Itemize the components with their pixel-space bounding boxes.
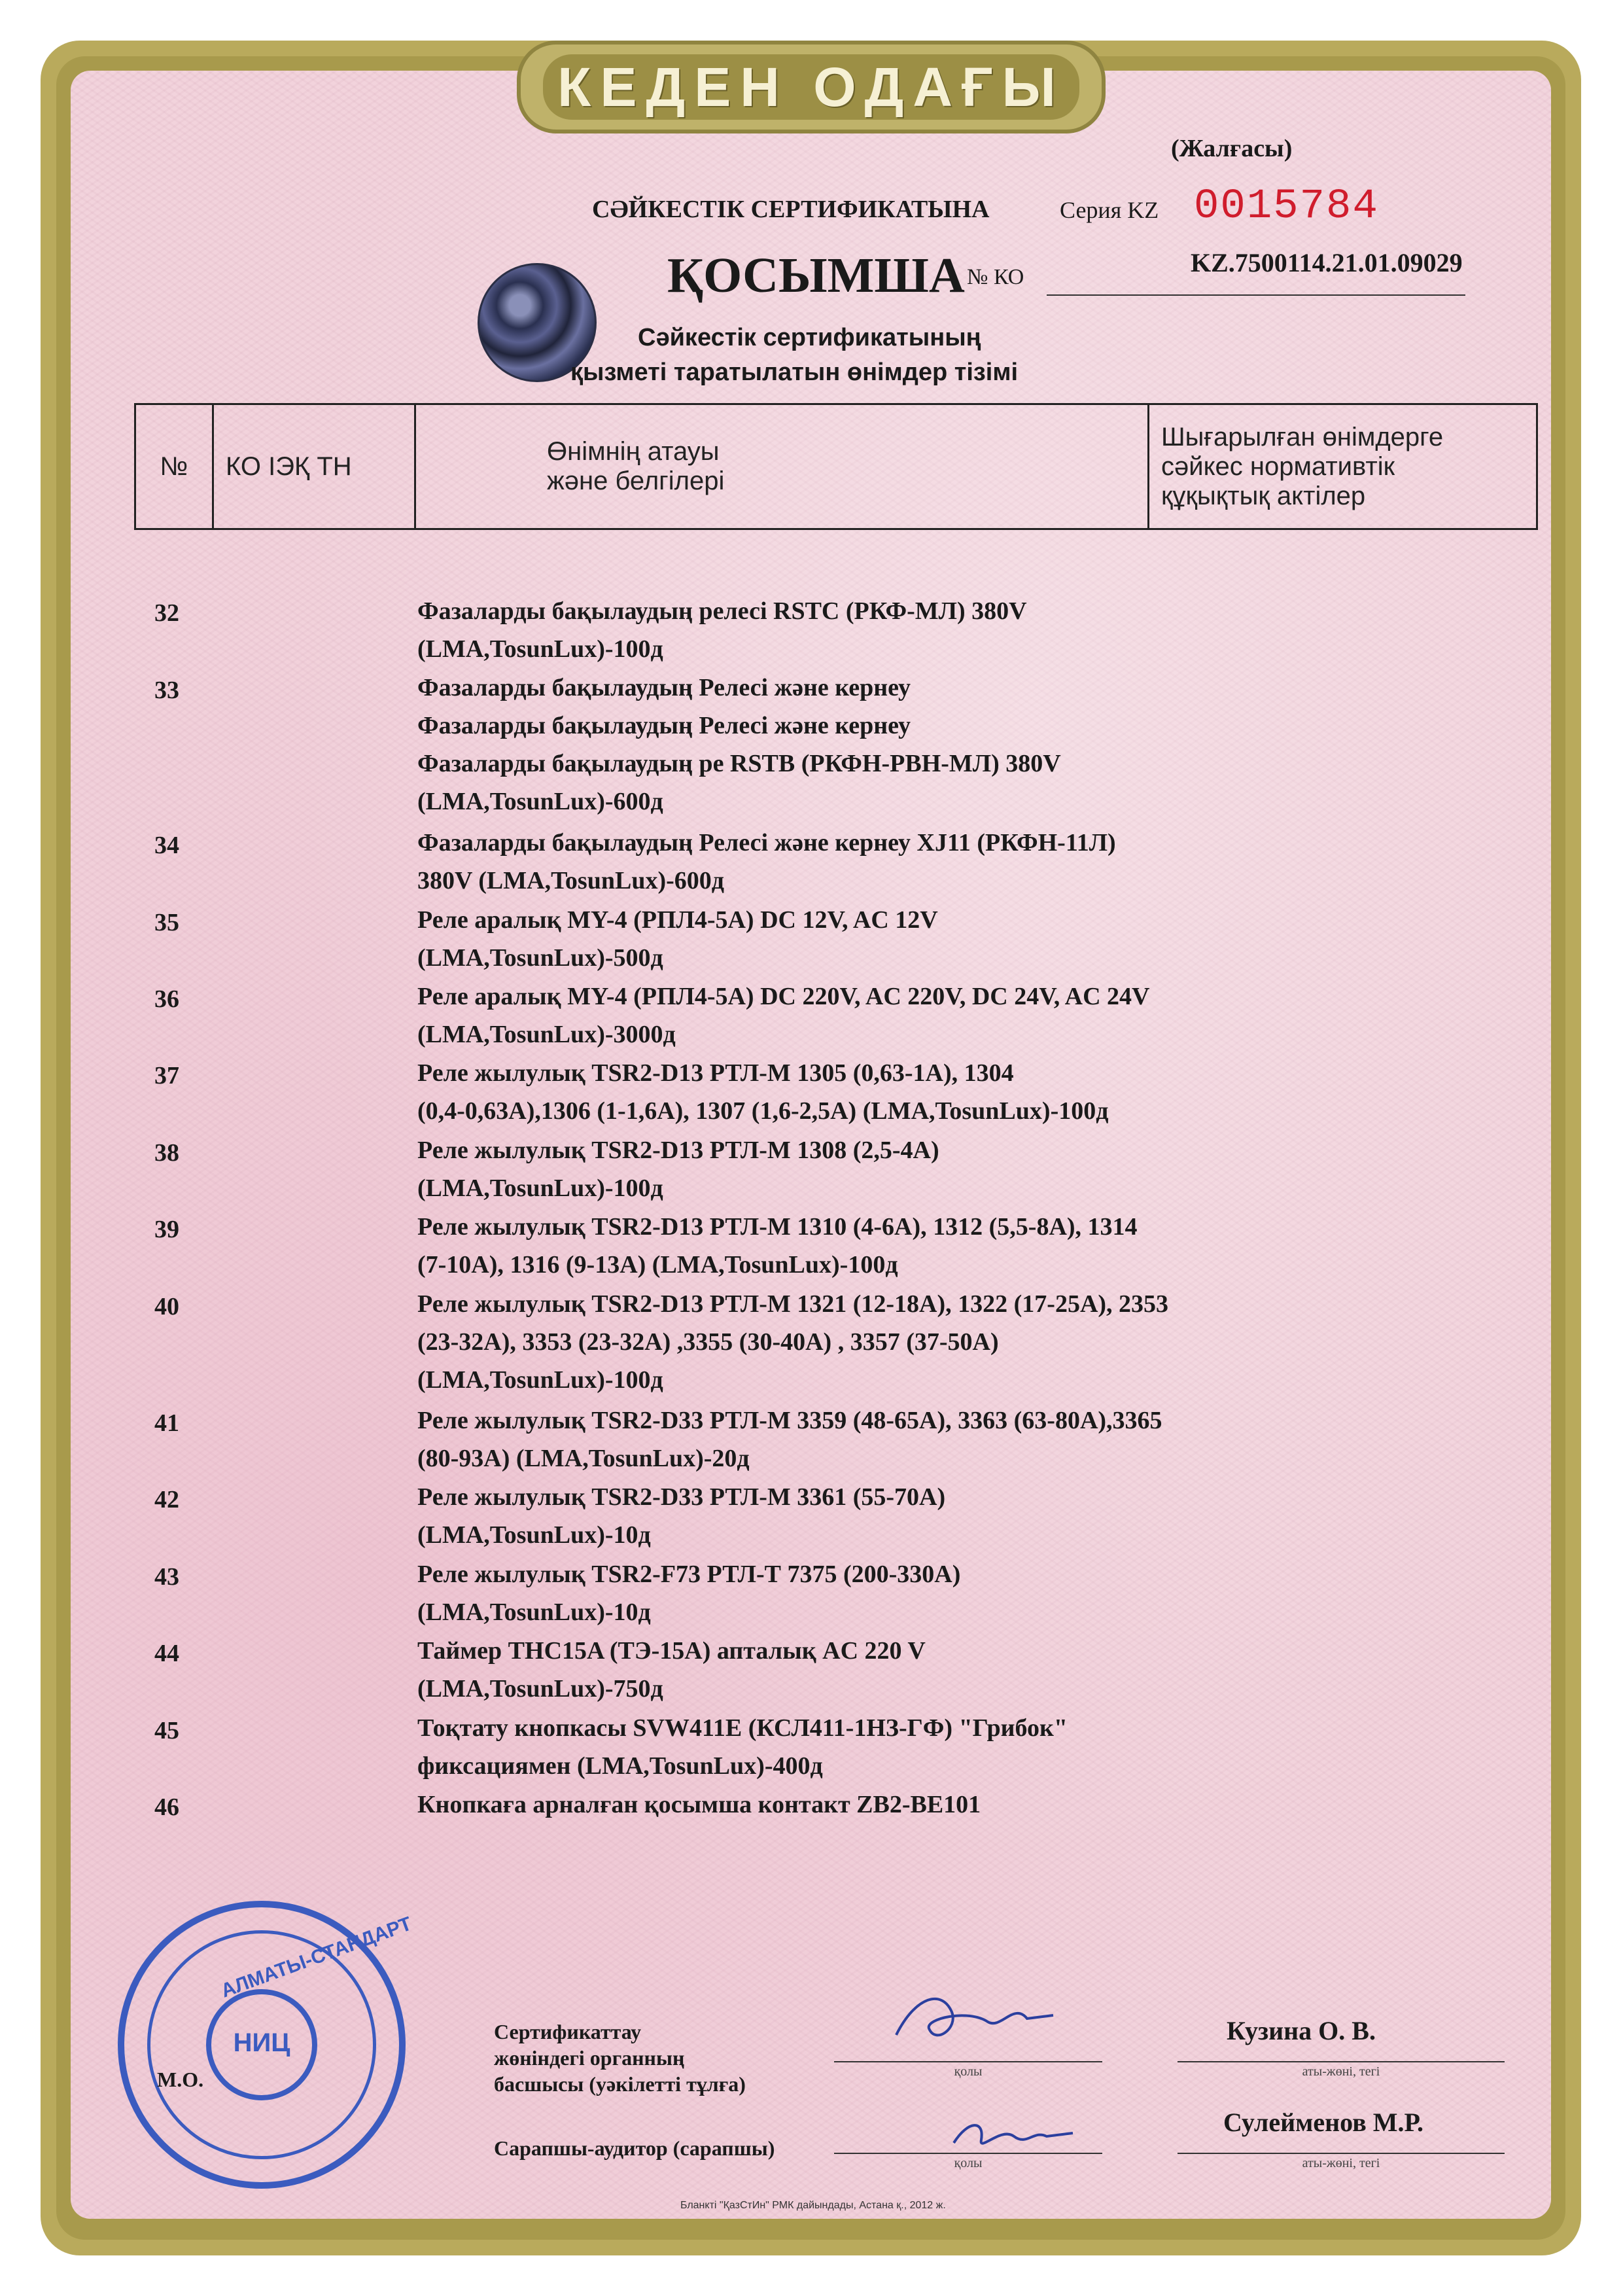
item-text: Таймер THC15A (ТЭ-15А) апталық AC 220 V (LMA,TosunLux)-750д bbox=[417, 1637, 926, 1703]
item-number: 37 bbox=[154, 1062, 179, 1089]
item-text: Реле аралық MY-4 (РПЛ4-5А) DC 220V, AC 220V, DC 24V, AC 24V (LMA,TosunLux)-3000д bbox=[417, 983, 1150, 1048]
item-number: 33 bbox=[154, 677, 179, 704]
item-number: 40 bbox=[154, 1293, 179, 1320]
item-text: Реле жылулық TSR2-D13 РТЛ-М 1308 (2,5-4А) (LMA,TosunLux)-100д bbox=[417, 1137, 939, 1202]
series-label: Серия KZ bbox=[1060, 197, 1159, 223]
item-number: 39 bbox=[154, 1216, 179, 1243]
subtitle-line-2: қызметі таратылатын өнімдер тізімі bbox=[570, 359, 1019, 386]
certificate-label: СӘЙКЕСТІК СЕРТИФИКАТЫНА bbox=[592, 196, 990, 223]
head-name: Кузина О. В. bbox=[1227, 2016, 1376, 2045]
col-name-line-2: және белгілері bbox=[547, 467, 725, 495]
item-number: 41 bbox=[154, 1409, 179, 1437]
item-text: Реле аралық MY-4 (РПЛ4-5А) DC 12V, AC 12V (LMA,TosunLux)-500д bbox=[417, 906, 938, 972]
head-signature-line bbox=[834, 2061, 1102, 2062]
item-text: Фазаларды бақылаудың Релесі және кернеу XJ11 (РКФН-11Л) 380V (LMA,TosunLux)-600д bbox=[417, 829, 1116, 894]
customs-union-banner bbox=[517, 41, 1106, 133]
head-label: Сертификаттау жөніндегі органның басшысы (уәкілетті тұлға) bbox=[494, 2020, 746, 2096]
continued-label: (Жалғасы) bbox=[1171, 135, 1293, 162]
printer-note: Бланкті "ҚазСтИн" РМК дайындады, Астана қ., 2012 ж. bbox=[680, 2200, 946, 2211]
item-text: Кнопкаға арналған қосымша контакт ZB2-BE101 bbox=[417, 1791, 981, 1818]
head-name-caption: аты-жөні, тегі bbox=[1302, 2064, 1380, 2079]
number-prefix: № КО bbox=[967, 265, 1024, 289]
item-number: 34 bbox=[154, 832, 179, 859]
head-signature-icon bbox=[890, 1983, 1060, 2055]
item-text: Реле жылулық TSR2-D13 РТЛ-М 1321 (12-18А), 1322 (17-25А), 2353 (23-32А), 3353 (23-32А) ,3355 (30-40А) , 3357 (37-50А) (LMA,TosunLux)-100д bbox=[417, 1290, 1169, 1394]
col-name bbox=[415, 404, 1149, 529]
item-text: Реле жылулық TSR2-F73 РТЛ-Т 7375 (200-330А) (LMA,TosunLux)-10д bbox=[417, 1561, 961, 1626]
auditor-name-caption: аты-жөні, тегі bbox=[1302, 2156, 1380, 2170]
item-number: 43 bbox=[154, 1563, 179, 1591]
seal-place-label: М.О. bbox=[157, 2068, 204, 2091]
item-number: 36 bbox=[154, 985, 179, 1013]
item-text: Реле жылулық TSR2-D13 РТЛ-М 1310 (4-6А), 1312 (5,5-8А), 1314 (7-10А), 1316 (9-13А) (LMA,TosunLux)-100д bbox=[417, 1213, 1138, 1279]
item-number: 38 bbox=[154, 1139, 179, 1167]
col-name-line-1: Өнімнің атауы bbox=[547, 437, 720, 466]
auditor-signature-caption: қолы bbox=[954, 2156, 983, 2170]
item-text: Реле жылулық TSR2-D33 РТЛ-М 3361 (55-70А) (LMA,TosunLux)-10д bbox=[417, 1483, 946, 1549]
col-number: № bbox=[135, 404, 213, 529]
subtitle-line-1: Сәйкестік сертификатының bbox=[638, 324, 981, 351]
col-acts-line-2: сәйкес нормативтік bbox=[1161, 451, 1395, 481]
col-code: КО ІЭҚ ТН bbox=[213, 404, 415, 529]
banner-title: КЕДЕН ОДАҒЫ bbox=[557, 56, 1065, 118]
item-number: 42 bbox=[154, 1486, 179, 1513]
stamp-center-text: НИЦ bbox=[233, 2028, 290, 2057]
item-number: 35 bbox=[154, 909, 179, 936]
auditor-signature-line bbox=[834, 2153, 1102, 2154]
auditor-name: Сулейменов М.Р. bbox=[1223, 2108, 1423, 2137]
registration-number: KZ.7500114.21.01.09029 bbox=[1191, 248, 1463, 277]
auditor-label: Сарапшы-аудитор (сарапшы) bbox=[494, 2136, 775, 2160]
head-signature-caption: қолы bbox=[954, 2064, 983, 2079]
col-acts bbox=[1149, 404, 1537, 529]
col-acts-line-3: құқықтық актілер bbox=[1161, 481, 1366, 510]
head-name-line bbox=[1178, 2061, 1505, 2062]
item-text: Фазаларды бақылаудың Релесі және кернеу Фазаларды бақылаудың Релесі және кернеу Фазаларды бақылаудың ре RSTB (РКФН-РВН-МЛ) 380V (LMA,TosunLux)-600д bbox=[417, 674, 1061, 815]
item-text: Тоқтату кнопкасы SVW411E (КСЛ411-1НЗ-ГФ) "Грибок" фиксациямен (LMA,TosunLux)-400д bbox=[417, 1714, 1068, 1780]
serial-number: 0015784 bbox=[1194, 183, 1379, 230]
stamp-top-text: АЛМАТЫ-СТАНДАРТ bbox=[218, 1913, 415, 2002]
item-number: 46 bbox=[154, 1793, 179, 1821]
item-text: Реле жылулық TSR2-D33 РТЛ-М 3359 (48-65А), 3363 (63-80А),3365 (80-93А) (LMA,TosunLux)-20д bbox=[417, 1407, 1162, 1472]
item-text: Реле жылулық TSR2-D13 РТЛ-М 1305 (0,63-1А), 1304 (0,4-0,63А),1306 (1-1,6А), 1307 (1,6-2,5А) (LMA,TosunLux)-100д bbox=[417, 1059, 1109, 1125]
number-underline bbox=[1047, 294, 1465, 296]
item-number: 45 bbox=[154, 1717, 179, 1744]
item-number: 44 bbox=[154, 1640, 179, 1667]
auditor-name-line bbox=[1178, 2153, 1505, 2154]
items-table-header bbox=[134, 403, 1538, 530]
item-number: 32 bbox=[154, 599, 179, 627]
appendix-title: ҚОСЫМША bbox=[667, 248, 965, 303]
col-acts-line-1: Шығарылған өнімдерге bbox=[1161, 422, 1444, 451]
item-text: Фазаларды бақылаудың релесі RSTC (РКФ-МЛ) 380V (LMA,TosunLux)-100д bbox=[417, 597, 1027, 663]
